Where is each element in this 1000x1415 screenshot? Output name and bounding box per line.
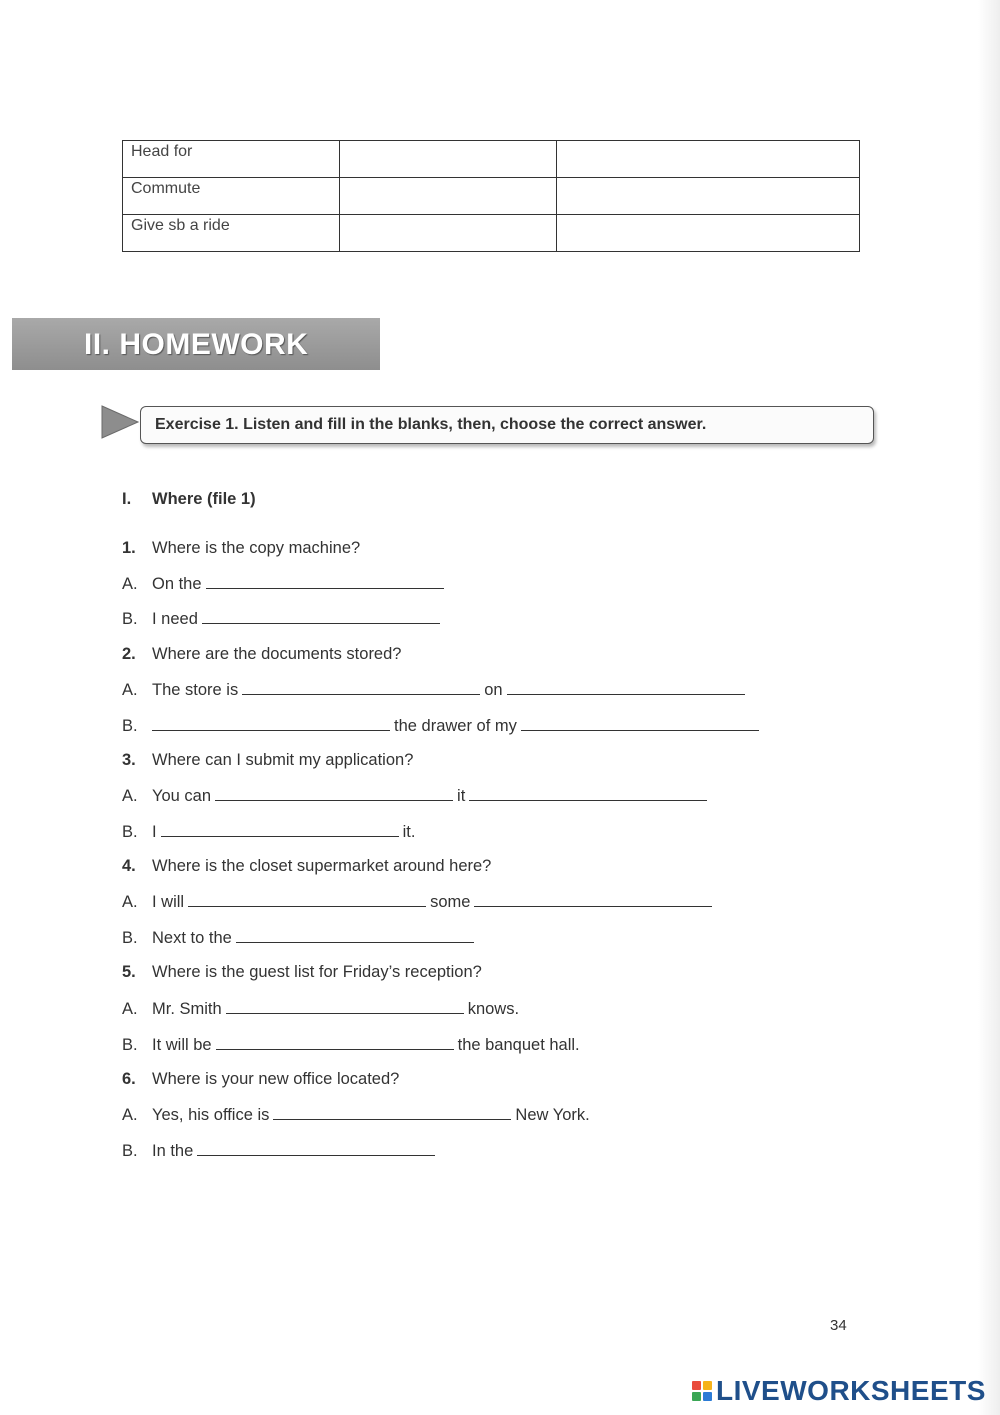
part-heading-text: Where (file 1) — [152, 490, 256, 508]
fill-blank[interactable] — [521, 716, 759, 731]
question-text: Where is your new office located? — [152, 1070, 400, 1088]
answer-4a — [122, 892, 716, 912]
question-3 — [122, 751, 413, 770]
question-6 — [122, 1070, 399, 1089]
question-text: Where is the closet supermarket around here? — [152, 857, 492, 875]
table-row — [123, 178, 860, 215]
question-text: Where can I submit my application? — [152, 751, 414, 769]
logo-square — [692, 1392, 701, 1401]
answer-text: It will be — [152, 1036, 212, 1054]
fill-blank[interactable] — [216, 1035, 454, 1050]
answer-2a — [122, 680, 749, 700]
table-cell[interactable] — [557, 215, 860, 252]
table-cell[interactable] — [340, 178, 557, 215]
question-number: 5. — [122, 963, 136, 981]
question-5 — [122, 963, 482, 982]
option-marker: B. — [122, 717, 138, 735]
fill-blank[interactable] — [507, 680, 745, 695]
option-marker: A. — [122, 681, 138, 699]
option-marker: B. — [122, 1036, 138, 1054]
option-marker: B. — [122, 610, 138, 628]
answer-text: Mr. Smith — [152, 1000, 222, 1018]
answer-text: knows. — [467, 1000, 520, 1018]
play-arrow-icon — [101, 405, 139, 439]
option-marker: B. — [122, 1142, 138, 1160]
logo-square — [703, 1392, 712, 1401]
table-cell[interactable] — [340, 215, 557, 252]
question-text: Where is the copy machine? — [152, 539, 361, 557]
table-cell[interactable] — [340, 141, 557, 178]
question-text: Where are the documents stored? — [152, 645, 402, 663]
exercise-title: Exercise 1. Listen and fill in the blanks, then, choose the correct answer. — [155, 416, 707, 433]
fill-blank[interactable] — [474, 892, 712, 907]
answer-text: it — [457, 787, 466, 805]
fill-blank[interactable] — [215, 786, 453, 801]
logo-square — [692, 1381, 701, 1390]
answer-text: the drawer of my — [394, 717, 517, 735]
answer-text: on — [484, 681, 503, 699]
fill-blank[interactable] — [206, 574, 444, 589]
fill-blank[interactable] — [152, 716, 390, 731]
table-cell: Give sb a ride — [123, 215, 340, 252]
answer-2b — [122, 716, 763, 736]
liveworksheets-logo[interactable] — [692, 1375, 986, 1407]
question-text: Where is the guest list for Friday’s reception? — [152, 963, 482, 981]
fill-blank[interactable] — [188, 892, 426, 907]
answer-3b — [122, 822, 415, 842]
question-number: 3. — [122, 751, 136, 769]
option-marker: A. — [122, 893, 138, 911]
answer-text: In the — [152, 1142, 194, 1160]
answer-1a — [122, 574, 448, 594]
fill-blank[interactable] — [273, 1105, 511, 1120]
answer-1b — [122, 609, 444, 629]
vocabulary-table — [122, 140, 860, 252]
question-1 — [122, 539, 360, 558]
answer-text: I will — [152, 893, 185, 911]
part-marker: I. — [122, 490, 132, 508]
answer-text: Yes, his office is — [152, 1106, 270, 1124]
question-number: 4. — [122, 857, 136, 875]
answer-text: I need — [152, 610, 198, 628]
option-marker: B. — [122, 929, 138, 947]
table-cell: Head for — [123, 141, 340, 178]
option-marker: A. — [122, 1000, 138, 1018]
answer-3a — [122, 786, 711, 806]
brand-name: LIVEWORKSHEETS — [716, 1375, 986, 1406]
question-number: 6. — [122, 1070, 136, 1088]
section-title: II. HOMEWORK — [84, 328, 309, 361]
answer-text: it. — [402, 823, 416, 841]
option-marker: A. — [122, 1106, 138, 1124]
question-2 — [122, 645, 401, 664]
page-edge-shadow — [978, 0, 1000, 1415]
answer-5a — [122, 999, 519, 1019]
question-number: 2. — [122, 645, 136, 663]
page-number: 34 — [830, 1317, 847, 1334]
answer-5b — [122, 1035, 580, 1055]
answer-text: some — [430, 893, 471, 911]
logo-square — [703, 1381, 712, 1390]
answer-4b — [122, 928, 478, 948]
part-heading — [122, 490, 256, 509]
answer-text: Next to the — [152, 929, 232, 947]
option-marker: A. — [122, 575, 138, 593]
question-4 — [122, 857, 491, 876]
option-marker: B. — [122, 823, 138, 841]
fill-blank[interactable] — [242, 680, 480, 695]
answer-6b — [122, 1141, 439, 1161]
logo-squares-icon — [692, 1381, 712, 1401]
table-cell: Commute — [123, 178, 340, 215]
fill-blank[interactable] — [236, 928, 474, 943]
table-row — [123, 141, 860, 178]
answer-text: the banquet hall. — [457, 1036, 580, 1054]
answer-text: I — [152, 823, 157, 841]
answer-6a — [122, 1105, 590, 1125]
homework-section-banner — [12, 318, 380, 370]
option-marker: A. — [122, 787, 138, 805]
answer-text: New York. — [515, 1106, 590, 1124]
table-cell[interactable] — [557, 141, 860, 178]
fill-blank[interactable] — [161, 822, 399, 837]
table-cell[interactable] — [557, 178, 860, 215]
fill-blank[interactable] — [226, 999, 464, 1014]
question-number: 1. — [122, 539, 136, 557]
fill-blank[interactable] — [202, 609, 440, 624]
exercise-title-box — [140, 406, 874, 444]
fill-blank[interactable] — [197, 1141, 435, 1156]
fill-blank[interactable] — [469, 786, 707, 801]
answer-text: You can — [152, 787, 212, 805]
answer-text: On the — [152, 575, 202, 593]
table-row — [123, 215, 860, 252]
answer-text: The store is — [152, 681, 239, 699]
